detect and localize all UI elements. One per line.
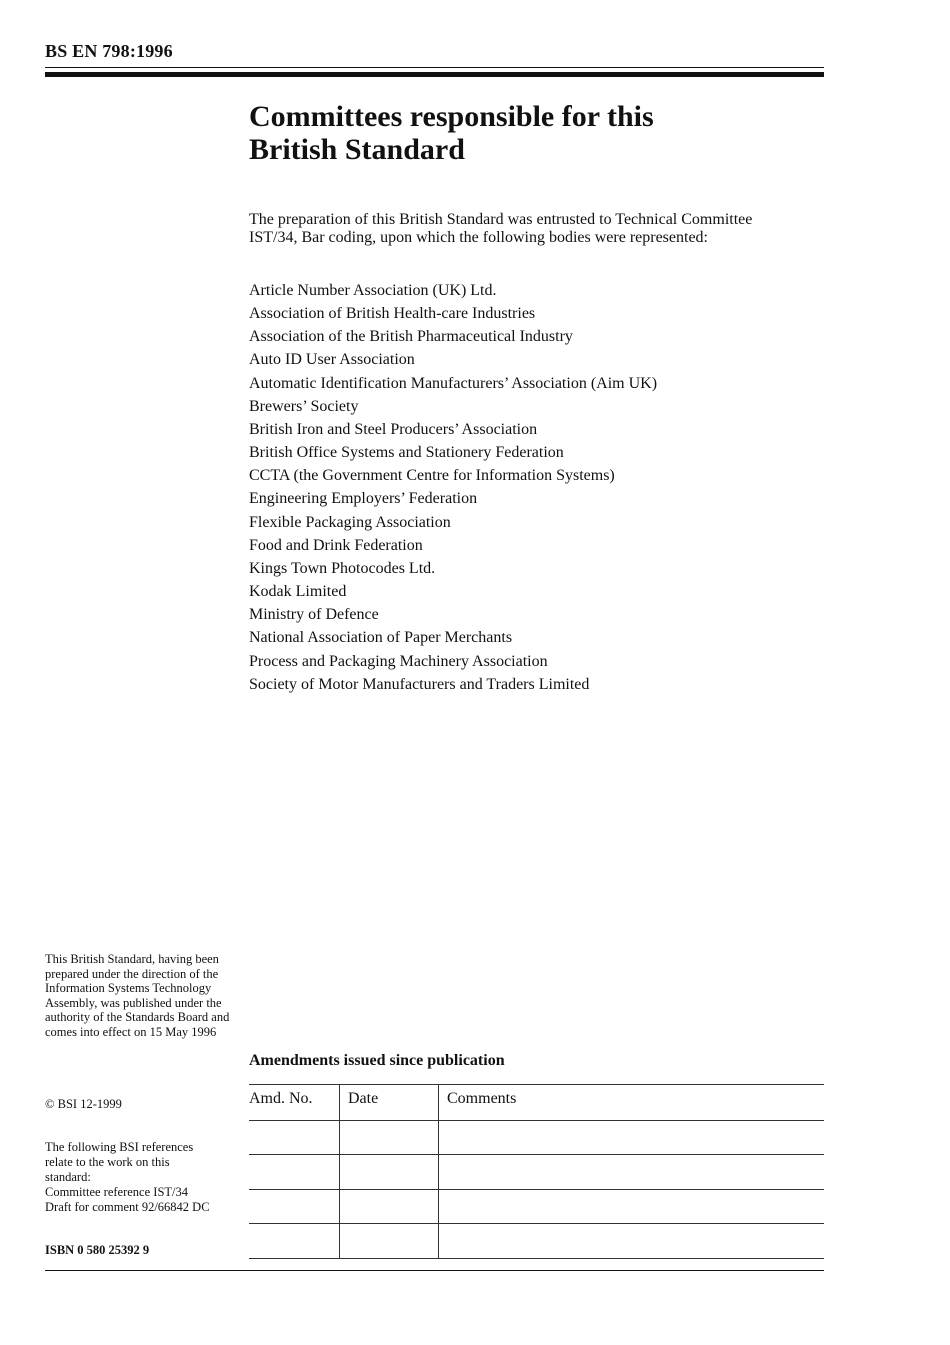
table-cell xyxy=(249,1189,340,1224)
table-cell xyxy=(249,1120,340,1155)
list-item: British Iron and Steel Producers’ Association xyxy=(249,420,538,438)
table-cell xyxy=(439,1189,825,1224)
list-item: Auto ID User Association xyxy=(249,351,415,369)
copyright-notice: © BSI 12-1999 xyxy=(45,1097,122,1111)
table-cell xyxy=(340,1155,439,1190)
refs-line: The following BSI references xyxy=(45,1140,194,1154)
header-rule-thick xyxy=(45,72,824,77)
table-row xyxy=(249,1155,824,1190)
list-item: Engineering Employers’ Federation xyxy=(249,490,478,508)
refs-line: standard: xyxy=(45,1170,91,1184)
table-cell xyxy=(340,1120,439,1155)
list-item: Automatic Identification Manufacturers’ Association (Aim UK) xyxy=(249,374,658,392)
list-item: British Office Systems and Stationery Federation xyxy=(249,444,564,462)
column-header-amd-no: Amd. No. xyxy=(249,1085,340,1121)
amendments-table xyxy=(249,1084,824,1259)
list-item: National Association of Paper Merchants xyxy=(249,629,513,647)
list-item: Society of Motor Manufacturers and Traders Limited xyxy=(249,675,590,693)
table-cell xyxy=(340,1224,439,1259)
title-line-1: Committees responsible for this xyxy=(249,100,654,133)
table-cell xyxy=(249,1224,340,1259)
table-cell xyxy=(249,1155,340,1190)
list-item: Brewers’ Society xyxy=(249,397,359,415)
list-item: Food and Drink Federation xyxy=(249,536,423,554)
table-cell xyxy=(439,1224,825,1259)
list-item: CCTA (the Government Centre for Information Systems) xyxy=(249,467,615,485)
publication-notice: This British Standard, having been prepared under the direction of the Information Systems Technology Assembly, was published under the authority of the Standards Board and comes into effect on 15 May 1996 xyxy=(45,952,230,1039)
refs-line: relate to the work on this xyxy=(45,1155,170,1169)
footer-rule xyxy=(45,1270,824,1271)
list-item: Process and Packaging Machinery Association xyxy=(249,652,548,670)
list-item: Ministry of Defence xyxy=(249,606,379,624)
header-rule-thin xyxy=(45,67,824,68)
list-item: Association of British Health-care Industries xyxy=(249,305,536,323)
amendments-heading: Amendments issued since publication xyxy=(249,1052,505,1069)
draft-reference: Draft for comment 92/66842 DC xyxy=(45,1200,210,1214)
table-row xyxy=(249,1189,824,1224)
table-row xyxy=(249,1224,824,1259)
table-cell xyxy=(439,1155,825,1190)
committee-bodies-list xyxy=(249,279,657,696)
list-item: Flexible Packaging Association xyxy=(249,513,451,531)
table-header-row xyxy=(249,1085,824,1121)
title-line-2: British Standard xyxy=(249,133,465,166)
table-cell xyxy=(439,1120,825,1155)
list-item: Article Number Association (UK) Ltd. xyxy=(249,282,497,299)
isbn: ISBN 0 580 25392 9 xyxy=(45,1243,150,1257)
list-item: Kings Town Photocodes Ltd. xyxy=(249,559,436,577)
column-header-comments: Comments xyxy=(439,1085,825,1121)
list-item: Kodak Limited xyxy=(249,583,347,601)
table-row xyxy=(249,1120,824,1155)
page-title xyxy=(249,100,809,166)
table-cell xyxy=(340,1189,439,1224)
standard-code: BS EN 798:1996 xyxy=(45,41,173,61)
committee-reference: Committee reference IST/34 xyxy=(45,1185,188,1199)
list-item: Association of the British Pharmaceutical Industry xyxy=(249,328,573,346)
bsi-references xyxy=(45,1140,245,1215)
intro-paragraph: The preparation of this British Standard was entrusted to Technical Committee IST/34, Bar coding, upon which the following bodies were represented: xyxy=(249,211,753,246)
column-header-date: Date xyxy=(340,1085,439,1121)
